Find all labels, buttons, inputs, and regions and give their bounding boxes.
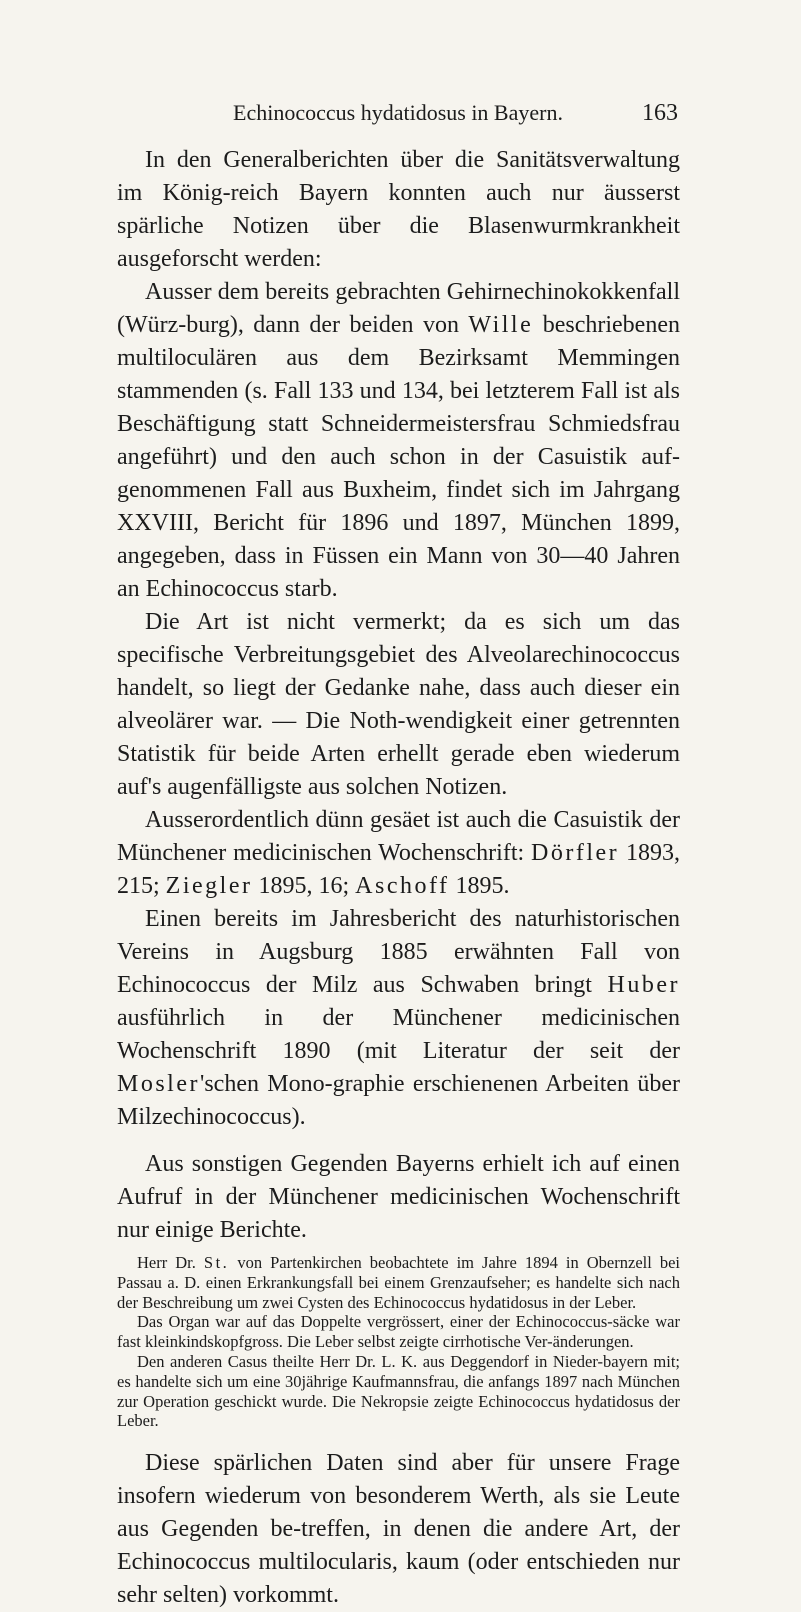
running-title: Echinococcus hydatidosus in Bayern. bbox=[233, 100, 563, 125]
paragraph-4-text-c: 1895, 16; bbox=[252, 873, 356, 899]
paragraph-7: Diese spärlichen Daten sind aber für unsere Frage insofern wiederum von besonderem Werth, als sie Leute aus Gegenden be-treffen, in denen die andere Art, der Echinococcus multilocularis, kaum (oder entschieden nur sehr selten) vorkommt. bbox=[117, 1450, 680, 1609]
paragraph-2 bbox=[117, 276, 680, 606]
page-body bbox=[117, 144, 680, 1612]
paragraph-4-text-b: 1893, 215; bbox=[117, 840, 680, 899]
paragraph-2-text-a: Ausser dem bereits gebrachten Gehirnechinokokkenfall (Würz-burg), dann der beiden von bbox=[117, 279, 680, 338]
author-ziegler: Ziegler bbox=[165, 873, 253, 899]
author-aschoff: Aschoff bbox=[355, 873, 450, 899]
paragraph-4-text-d: 1895. bbox=[449, 873, 510, 899]
paragraph-2-text-b: beschriebenen multiloculären aus dem Bezirksamt Memmingen stammenden (s. Fall 133 und 134, bei letzterem Fall ist als Beschäftigung statt Schneidermeistersfrau Schmiedsfrau angeführt) und den auch schon in der Casuistik auf-genommenen Fall aus Buxheim, findet sich im Jahrgang XXVIII, Bericht für 1896 und 1897, München 1899, angegeben, dass in Füssen ein Mann von 30—40 Jahren an Echinococcus starb. bbox=[117, 312, 680, 602]
small-paragraph-1-text-a: Herr Dr. bbox=[137, 1253, 204, 1272]
paragraph-6: Aus sonstigen Gegenden Bayerns erhielt ich auf einen Aufruf in der Münchener medicinischen Wochenschrift nur einige Berichte. bbox=[117, 1151, 680, 1243]
author-mosler: Mosler bbox=[117, 1071, 200, 1097]
small-paragraph-3: Den anderen Casus theilte Herr Dr. L. K. aus Deggendorf in Nieder-bayern mit; es handelte sich um eine 30jährige Kaufmannsfrau, die anfangs 1897 nach München zur Operation geschickt wurde. Die Nekropsie zeigte Echinococcus hydatidosus der Leber. bbox=[117, 1351, 680, 1431]
small-paragraph-2: Das Organ war auf das Doppelte vergrössert, einer der Echinococcus-säcke war fast kleinkindskopfgross. Die Leber selbst zeigte cirrhotische Ver-änderungen. bbox=[117, 1312, 680, 1352]
paragraph-3: Die Art ist nicht vermerkt; da es sich um das specifische Verbreitungsgebiet des Alveolarechinococcus handelt, so liegt der Gedanke nahe, dass auch dieser ein alveolärer war. — Die Noth-wendigkeit einer getrennten Statistik für beide Arten erhellt gerade eben wiederum auf's augenfälligste aus solchen Notizen. bbox=[117, 609, 680, 800]
author-dorfler: Dörfler bbox=[531, 840, 620, 866]
author-wille: Wille bbox=[468, 312, 534, 338]
author-huber: Huber bbox=[607, 972, 680, 998]
paragraph-5 bbox=[117, 903, 680, 1134]
paragraph-5-text-c: 'schen Mono-graphie erschienenen Arbeiten über Milzechinococcus). bbox=[117, 1071, 680, 1130]
page-header bbox=[118, 100, 678, 130]
paragraph-5-text-a: Einen bereits im Jahresbericht des naturhistorischen Vereins in Augsburg 1885 erwähnten Fall von Echinococcus der Milz aus Schwaben bringt bbox=[117, 906, 680, 998]
paragraph-4 bbox=[117, 804, 680, 903]
small-paragraph-1 bbox=[117, 1253, 680, 1312]
page-number: 163 bbox=[642, 100, 678, 126]
author-st: St. bbox=[203, 1253, 230, 1272]
paragraph-4-text-a: Ausserordentlich dünn gesäet ist auch die Casuistik der Münchener medicinischen Wochenschrift: bbox=[117, 807, 680, 866]
paragraph-1: In den Generalberichten über die Sanitätsverwaltung im König-reich Bayern konnten auch nur äusserst spärliche Notizen über die Blasenwurmkrankheit ausgeforscht werden: bbox=[117, 147, 680, 272]
paragraph-5-text-b: ausführlich in der Münchener medicinischen Wochenschrift 1890 (mit Literatur der seit der bbox=[117, 1005, 680, 1064]
small-paragraph-1-text-b: von Partenkirchen beobachtete im Jahre 1894 in Obernzell bei Passau a. D. einen Erkrankungsfall bei einem Grenzaufseher; es handelte sich nach der Beschreibung um zwei Cysten des Echinococcus hydatidosus in der Leber. bbox=[117, 1253, 681, 1312]
